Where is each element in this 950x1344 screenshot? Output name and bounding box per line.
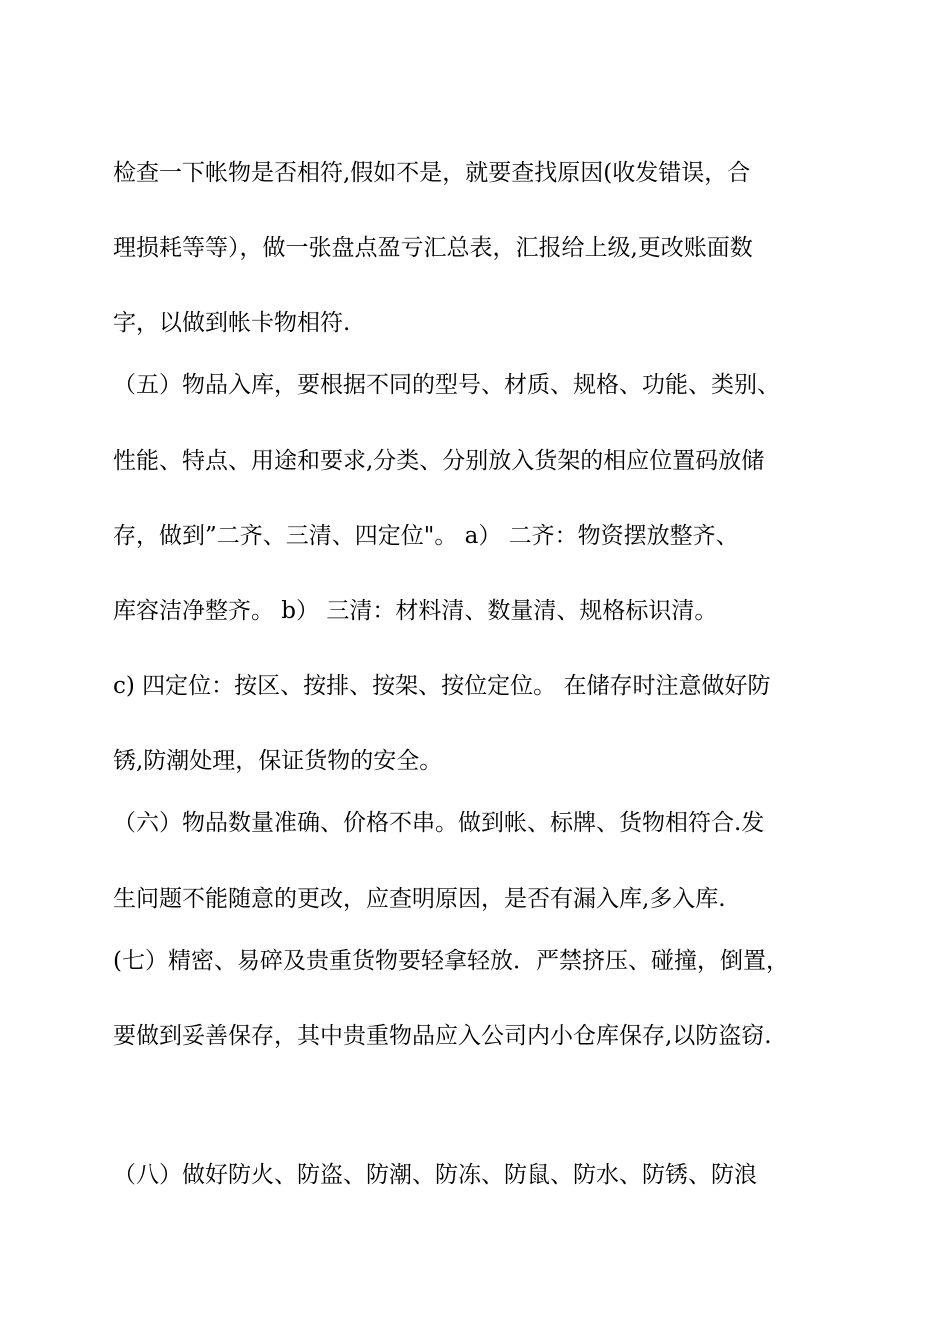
text-line: （八）做好防火、防盗、防潮、防冻、防鼠、防水、防锈、防浪 [113,1162,757,1188]
text-line: (七）精密、易碎及贵重货物要轻拿轻放．严禁挤压、碰撞，倒置， [113,948,789,974]
text-line: 理损耗等等），做一张盘点盈亏汇总表，汇报给上级,更改账面数 [113,235,753,261]
text-line: 生问题不能随意的更改，应查明原因，是否有漏入库,多入库. [113,886,726,912]
text-line: 性能、特点、用途和要求,分类、分别放入货架的相应位置码放储 [113,448,765,474]
text-line: 库容洁净整齐。 b） 三清：材料清、数量清、规格标识清。 [113,598,718,624]
text-line: 要做到妥善保存，其中贵重物品应入公司内小仓库保存,以防盗窃. [113,1023,772,1049]
text-line: （五）物品入库，要根据不同的型号、材质、规格、功能、类别、 [113,372,780,398]
text-line: （六）物品数量准确、价格不串。做到帐、标牌、货物相符合.发 [113,810,765,836]
text-line: 存，做到”二齐、三清、四定位"。 a） 二齐：物资摆放整齐、 [113,523,739,549]
text-line: 检查一下帐物是否相符,假如不是，就要查找原因(收发错误，合 [113,160,751,186]
text-line: c) 四定位：按区、按排、按架、按位定位。 在储存时注意做好防 [113,673,771,699]
text-line: 字，以做到帐卡物相符. [113,310,351,336]
text-line: 锈,防潮处理，保证货物的安全。 [113,748,443,774]
